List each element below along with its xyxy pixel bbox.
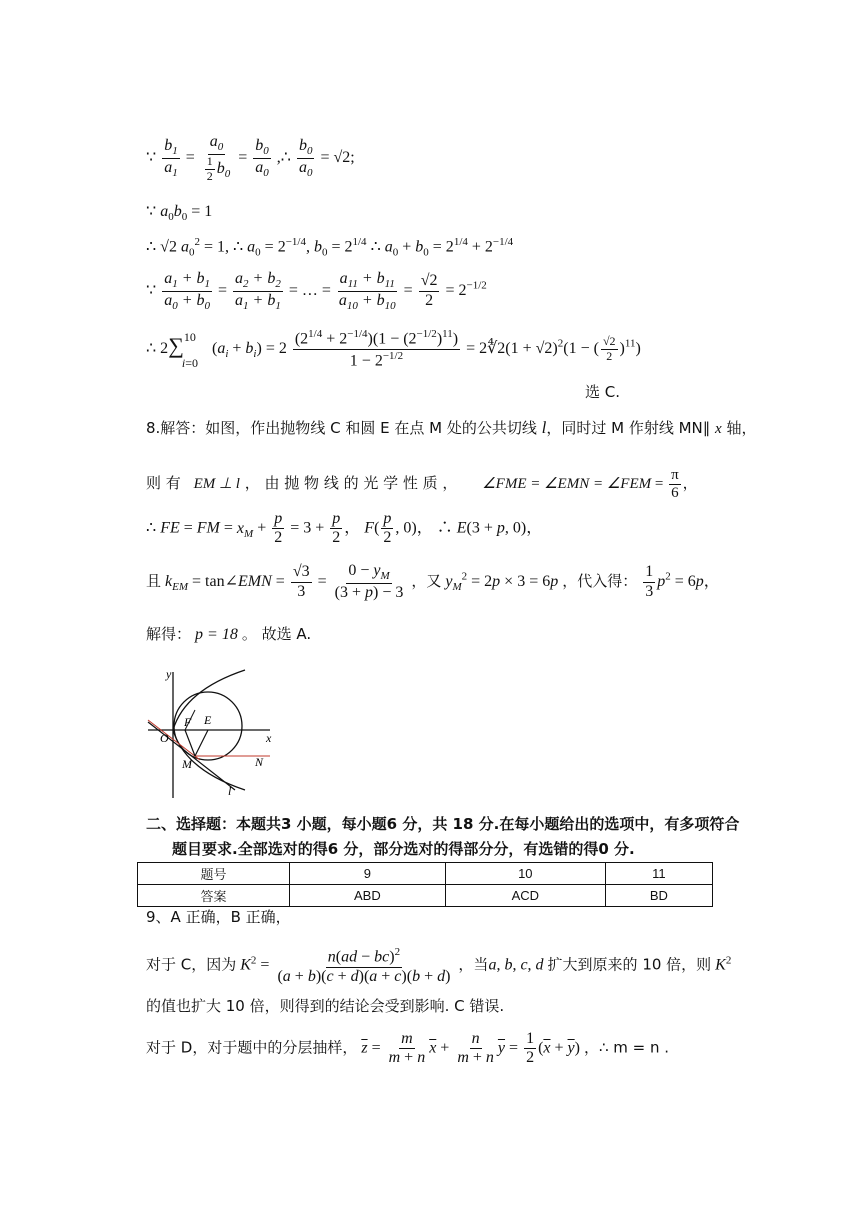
parabola-circle-figure: [140, 660, 290, 800]
label-m: M: [182, 757, 192, 771]
p8-line-3: ∴ FE = FM = $x_M$ + $\frac{p}{2}$ = 3 + $\frac{p}{2}$ ， F( $\frac{p}{2}$ , 0)， ∴ E(3 + p, 0)，: [146, 510, 543, 547]
eq-line-1: ∵ $\frac{b_1}{a_1}$ = $a_0$ $\frac{1}{2}$ $b_0$ = $\frac{b_0}{a_0}$ ,∴ $\frac{b_0}{a_0}$ = √2;: [146, 133, 355, 183]
label-o: O: [160, 731, 169, 745]
table-row: [138, 885, 713, 907]
table-cell: 9: [289, 863, 445, 885]
table-cell: 10: [445, 863, 605, 885]
table-cell: 11: [605, 863, 712, 885]
p8-line-5: 解得： p = 18 。 故选 A.: [146, 625, 312, 643]
section-2-heading-1: 二、选择题：本题共3 小题，每小题6 分，共 18 分.在每小题给出的选项中，有多项符合: [146, 815, 740, 833]
q9-line-4: 对于 D，对于题中的分层抽样， $\overline{z}$ = $\frac{m}{m + n}$ $\overline{x}$ + $\frac{n}{m + n}$ $\overline{y}$ = $\frac{1}{2}$ $(\overline{x} + \overline{y})$ ，∴ m = n .: [146, 1030, 670, 1067]
label-e: E: [204, 713, 212, 727]
label-y: y: [166, 667, 172, 681]
table-row: [138, 863, 713, 885]
q9-line-2: 对于 C，因为 $K^2$ = $\frac{n(ad - bc)^2}{(a + b)(c + d)(a + c)(b + d)}$ ，当a, b, c, d 扩大到原来的 10 倍，则 $K^2$: [146, 946, 732, 985]
label-x: x: [266, 731, 272, 745]
answer-table: [137, 862, 713, 907]
eq-line-3: ∴ √2 $a_0^2 = 1$, ∴ $a_0 = 2^{-1/4}$, $b_0 = 2^{1/4}$ ∴ $a_0 + b_0 = 2^{1/4} + 2^{-1/4}$: [146, 236, 514, 259]
segment-em: [195, 730, 208, 756]
table-cell: BD: [605, 885, 712, 907]
eq-line-5: ∴ $2\sum^{10}_{i=0}(a_i + b_i) = 2$ $\frac{(2^{1/4} + 2^{-1/4})(1 - (2^{-1/2})^{11})}{1 - 2^{-1/2}}$ = 2∜2(1 + √2)$^2$(1 − ( $\frac{√2}{2}$ )$^{11}$): [146, 328, 641, 370]
label-f: F: [184, 715, 192, 729]
table-cell: 题号: [138, 863, 290, 885]
p8-line-2: 则 有 EM ⊥ l ， 由 抛 物 线 的 光 学 性 质 ， ∠FME = ∠EMN = ∠FEM = $\frac{\pi}{6}$ ，: [146, 467, 698, 502]
section-2-heading-2: 题目要求.全部选对的得6 分，部分选对的得部分分，有选错的得0 分.: [172, 840, 635, 858]
q9-line-1: 9、A 正确，B 正确，: [146, 908, 291, 926]
p8-line-1: 8.解答：如图，作出抛物线 C 和圆 E 在点 M 处的公共切线 l，同时过 M 作射线 MN∥ x 轴，: [146, 418, 757, 437]
eq-line-4: ∵ $\frac{a_1 + b_1}{a_0 + b_0}$ = $\frac{a_2 + b_2}{a_1 + b_1}$ = … = $\frac{a_{11} + b_{11}}{a_{10} + b_{10}}$ = $\frac{√2}{2}$ = $2^{-1/2}$: [146, 270, 487, 313]
label-l: l: [228, 784, 232, 798]
choose-c: 选 C.: [585, 383, 621, 401]
p8-line-4: 且 $k_{EM}$ = tan∠EMN = $\frac{√3}{3}$ = $\frac{0 - y_M}{(3 + p) - 3}$ ，又 $y_M^2 = 2p \times 3 = 6p$ ，代入得： $\frac{1}{3}$ $p^2 = 6p$，: [146, 562, 720, 601]
label-n: N: [255, 755, 264, 769]
table-cell: ABD: [289, 885, 445, 907]
eq-line-2: ∵ $a_0b_0 = 1$: [146, 203, 213, 224]
q9-line-3: 的值也扩大 10 倍，则得到的结论会受到影响. C 错误.: [146, 997, 505, 1015]
table-cell: 答案: [138, 885, 290, 907]
table-cell: ACD: [445, 885, 605, 907]
